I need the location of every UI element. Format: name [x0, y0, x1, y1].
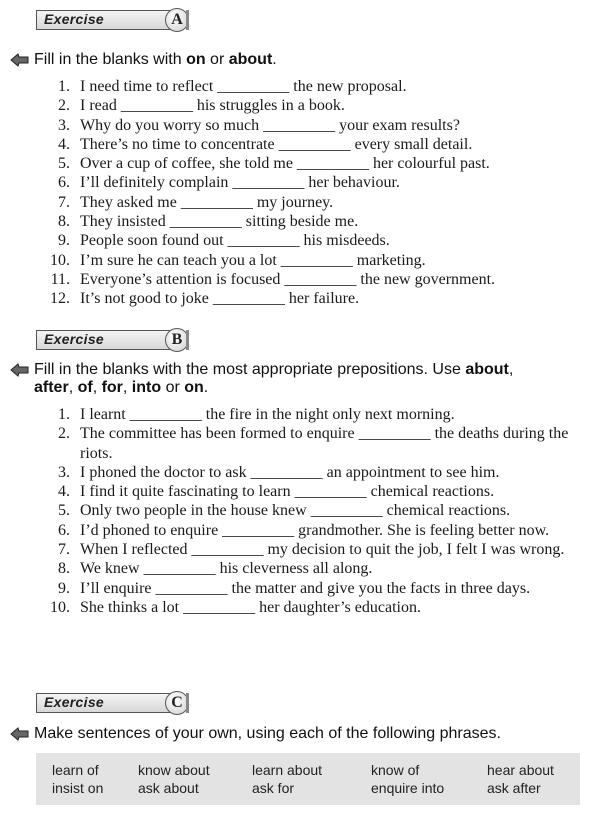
item-number: 8.: [58, 213, 70, 231]
phrase: ask for: [252, 780, 295, 796]
instruction-bold: into: [131, 379, 162, 396]
exercise-c-badge: C: [165, 691, 189, 715]
item-number: 9.: [58, 232, 70, 250]
item-number: 5.: [58, 502, 70, 520]
item-number: 10.: [50, 251, 70, 269]
list-item: [46, 116, 495, 135]
item-text: She thinks a lot _________ her daughter’s education.: [80, 598, 421, 616]
item-number: 10.: [50, 598, 70, 616]
item-text: The committee has been formed to enquire _________ the deaths during the riots.: [80, 425, 569, 462]
list-item: [46, 289, 495, 308]
exercise-b-list: [46, 405, 586, 617]
instruction-text: ,: [92, 379, 102, 396]
exercise-b-header: [36, 328, 184, 352]
item-number: 5.: [58, 155, 70, 173]
item-text: Everyone’s attention is focused _________ the new government.: [80, 270, 496, 288]
item-number: 7.: [58, 193, 70, 211]
phrase-box: [36, 753, 580, 805]
item-number: 3.: [58, 116, 70, 134]
item-text: I’ll definitely complain _________ her behaviour.: [80, 174, 400, 192]
item-text: I’d phoned to enquire _________ grandmother. She is feeling better now.: [80, 521, 550, 539]
item-number: 6.: [58, 174, 70, 192]
exercise-c-tail: [186, 693, 189, 713]
item-text: People soon found out _________ his misdeeds.: [80, 232, 390, 250]
instruction-text: ,: [68, 379, 78, 396]
item-text: Only two people in the house knew _________ chemical reactions.: [80, 502, 511, 520]
item-text: I read _________ his struggles in a book.: [80, 97, 345, 115]
pointing-hand-icon: [10, 362, 30, 378]
exercise-c-header: [36, 691, 184, 715]
item-text: I learnt _________ the fire in the night only next morning.: [80, 406, 455, 423]
item-text: I need time to reflect _________ the new proposal.: [80, 78, 407, 95]
phrase: ask about: [138, 780, 199, 796]
list-item: [46, 559, 586, 578]
instruction-text: or: [161, 379, 185, 396]
item-text: There’s no time to concentrate _________ every small detail.: [80, 135, 473, 153]
item-text: I’ll enquire _________ the matter and give you the facts in three days.: [80, 579, 531, 597]
phrase: hear about: [487, 762, 554, 778]
exercise-a-list: [46, 77, 495, 309]
list-item: [46, 135, 495, 154]
list-item: [46, 193, 495, 212]
list-item: [46, 212, 495, 231]
instruction-bold: for: [101, 379, 123, 396]
exercise-b-tail: [186, 330, 189, 350]
phrase: learn of: [52, 762, 99, 778]
item-number: 8.: [58, 560, 70, 578]
instruction-bold: on: [184, 379, 204, 396]
phrase: enquire into: [371, 780, 445, 796]
instruction-text: ,: [122, 379, 132, 396]
list-item: [46, 405, 586, 424]
instruction-text: Make sentences of your own, using each of the following phrases.: [34, 725, 501, 742]
item-text: Why do you worry so much _________ your exam results?: [80, 116, 460, 134]
item-number: 2.: [58, 97, 70, 115]
instruction-bold: about: [465, 361, 509, 378]
exercise-b-label: Exercise: [44, 331, 105, 347]
list-item: [46, 482, 586, 501]
item-number: 2.: [58, 425, 70, 443]
item-number: 9.: [58, 579, 70, 597]
instruction-bold: after: [34, 379, 69, 396]
item-number: 1.: [58, 78, 70, 95]
list-item: [46, 424, 586, 463]
item-number: 4.: [58, 135, 70, 153]
list-item: [46, 231, 495, 250]
instruction-text: .: [203, 379, 209, 396]
item-text: It’s not good to joke _________ her failure.: [80, 290, 360, 308]
item-number: 3.: [58, 463, 70, 481]
list-item: [46, 154, 495, 173]
instruction-text: .: [272, 51, 277, 68]
item-text: I find it quite fascinating to learn _________ chemical reactions.: [80, 483, 495, 501]
list-item: [46, 463, 586, 482]
phrase: know about: [138, 762, 210, 778]
item-text: We knew _________ his cleverness all along.: [80, 560, 373, 578]
list-item: [46, 173, 495, 192]
item-number: 6.: [58, 521, 70, 539]
exercise-c-label: Exercise: [44, 694, 105, 710]
item-number: 7.: [58, 541, 70, 559]
phrase: ask after: [487, 780, 541, 796]
list-item: [46, 251, 495, 270]
phrase: insist on: [52, 780, 104, 796]
pointing-hand-icon: [10, 52, 30, 68]
item-number: 1.: [58, 406, 70, 423]
phrase: learn about: [252, 762, 323, 778]
exercise-a-badge: A: [165, 8, 189, 32]
instruction-text: Fill in the blanks with the most appropriate prepositions. Use: [34, 361, 466, 378]
list-item: [46, 598, 586, 617]
list-item: [46, 270, 495, 289]
instruction-bold-about: about: [228, 51, 273, 68]
item-number: 4.: [58, 483, 70, 501]
item-text: They asked me _________ my journey.: [80, 193, 334, 211]
list-item: [46, 579, 586, 598]
item-text: I phoned the doctor to ask _________ an appointment to see him.: [80, 463, 500, 481]
list-item: [46, 540, 586, 559]
instruction-text: or: [205, 51, 229, 68]
list-item: [46, 96, 495, 115]
pointing-hand-icon: [10, 726, 30, 742]
list-item: [46, 521, 586, 540]
item-number: 11.: [50, 270, 70, 288]
instruction-text: ,: [508, 361, 514, 378]
exercise-a-tail: [186, 10, 189, 30]
item-text: Over a cup of coffee, she told me _________ her colourful past.: [80, 155, 490, 173]
exercise-b-badge: B: [165, 328, 189, 352]
item-text: When I reflected _________ my decision to quit the job, I felt I was wrong.: [80, 541, 565, 559]
item-number: 12.: [50, 290, 70, 308]
list-item: [46, 77, 495, 96]
exercise-a-label: Exercise: [44, 11, 105, 27]
instruction-text: Fill in the blanks with: [34, 51, 187, 68]
item-text: They insisted _________ sitting beside me.: [80, 213, 359, 231]
instruction-bold-on: on: [186, 51, 206, 68]
phrase: know of: [371, 762, 420, 778]
item-text: I’m sure he can teach you a lot _________ marketing.: [80, 251, 426, 269]
list-item: [46, 501, 586, 520]
instruction-bold: of: [77, 379, 93, 396]
exercise-a-header: [36, 8, 184, 32]
